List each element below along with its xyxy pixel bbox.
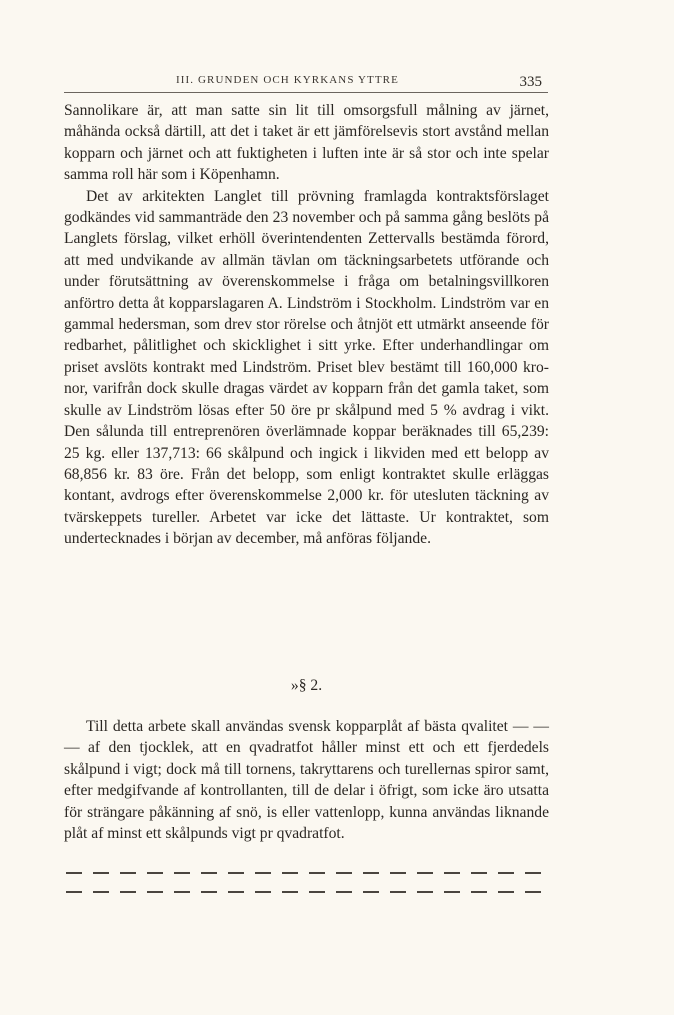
- quote-paragraph: Till detta arbete skall användas svensk kopparplåt af bästa qvalitet — — — af den tjocklek, att en qvadratfot håller minst ett och ett fjerdedels skålpund i vigt; dock må till tornens, takryttarens och turellernas spiror samt, efter medgifvande af kontrollanten, till de delar i öfrigt, som icke äro utsatta för strängare påkänning af snö, is eller vattenlopp, kunna användas liknande plåt af minst ett skålpunds vigt pr qvadratfot.: [64, 718, 549, 843]
- page-number: 335: [519, 74, 542, 90]
- running-title: III. GRUNDEN OCH KYRKANS YTTRE: [176, 74, 399, 86]
- quoted-contract-text: [64, 716, 549, 844]
- paragraph-1: Sannolikare är, att man satte sin lit till omsorgsfull målning av järnet, måhända också därtill, att det i taket är ett jämförelsevis stort avstånd mellan kopparn och järnet och att fuktigheten i luften inte är så stor och inte spelar samma roll här som i Köpenhamn.: [64, 102, 549, 184]
- body-text: [64, 100, 549, 550]
- omission-dash-line-1: [66, 872, 550, 874]
- omission-dash-line-2: [66, 891, 550, 893]
- running-header: [64, 72, 548, 93]
- section-heading: »§ 2.: [290, 677, 323, 694]
- paragraph-2: Det av arkitekten Langlet till prövning framlagda kontraktsförslaget godkändes vid sammanträde den 23 november och på samma gång beslöts på Langlets förslag, vilket erhöll överintendenten Zettervalls bestämda förord, att med undvikande av allmän tävlan om täckningsarbetets utförande och under förutsättning av överenskommelse i fråga om betalningsvillkoren anförtro detta åt kopparslagaren A. Lindström i Stockholm. Lindström var en gammal hedersman, som drev stor rörelse och åtnjöt ett utmärkt anseende för redbarhet, pålitlighet och skicklighet i sitt yrke. Efter underhandlingar om priset avslöts kontrakt med Lindström. Priset blev bestämt till 160,000 kronor, varifrån dock skulle dragas värdet av kopparn från det gamla taket, som skulle av Lindström lösas efter 50 öre pr skålpund med 5 % avdrag i vikt. Den sålunda till entreprenören överlämnade koppar beräknades till 65,239: 25 kg. eller 137,713: 66 skålpund och ingick i likviden med ett belopp av 68,856 kr. 83 öre. Från det belopp, som enligt kontraktet skulle erläggas kontant, avdrogs efter överenskommelse 2,000 kr. för utesluten täckning av tvärskeppets tureller. Arbetet var icke det lättaste. Ur kontraktet, som undertecknades i början av december, må anföras följande.: [64, 187, 549, 548]
